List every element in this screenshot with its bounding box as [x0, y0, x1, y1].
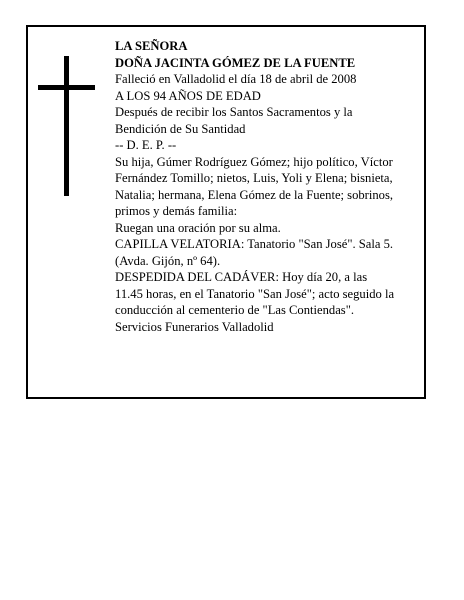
- cross-icon: [64, 56, 69, 196]
- sacraments-line: Después de recibir los Santos Sacramentos y la: [115, 105, 353, 119]
- chapel-paragraph: [115, 236, 421, 269]
- farewell-paragraph: [115, 269, 421, 319]
- chapel-line: (Avda. Gijón, nº 64).: [115, 253, 221, 268]
- death-date-line: Falleció en Valladolid el día 18 de abril de 2008: [115, 72, 357, 86]
- family-line: Su hija, Gúmer Rodríguez Gómez; hijo político, Víctor: [115, 154, 393, 169]
- farewell-line: conducción al cementerio de "Las Contiendas".: [115, 303, 354, 317]
- family-line: primos y demás familia:: [115, 204, 238, 218]
- family-paragraph: [115, 154, 421, 220]
- rip-line: -- D. E. P. --: [115, 138, 177, 152]
- sacraments-line: Bendición de Su Santidad: [115, 121, 246, 136]
- farewell-line: DESPEDIDA DEL CADÁVER: Hoy día 20, a las: [115, 270, 368, 284]
- farewell-line: 11.45 horas, en el Tanatorio "San José"; acto seguido la: [115, 286, 395, 301]
- sacraments-paragraph: [115, 104, 421, 137]
- family-line: Natalia; hermana, Elena Gómez de la Fuente; sobrinos,: [115, 187, 394, 202]
- heading-title: LA SEÑORA: [115, 39, 188, 53]
- prayer-line: Ruegan una oración por su alma.: [115, 220, 281, 235]
- funeral-services-line: Servicios Funerarios Valladolid: [115, 319, 274, 334]
- cross-icon-crossbar: [38, 85, 95, 90]
- age-line: A LOS 94 AÑOS DE EDAD: [115, 88, 261, 103]
- chapel-line: CAPILLA VELATORIA: Tanatorio "San José". Sala 5.: [115, 237, 394, 251]
- obituary-text: [115, 38, 421, 335]
- deceased-name: DOÑA JACINTA GÓMEZ DE LA FUENTE: [115, 55, 356, 70]
- family-line: Fernández Tomillo; nietos, Luis, Yoli y Elena; bisnieta,: [115, 171, 393, 185]
